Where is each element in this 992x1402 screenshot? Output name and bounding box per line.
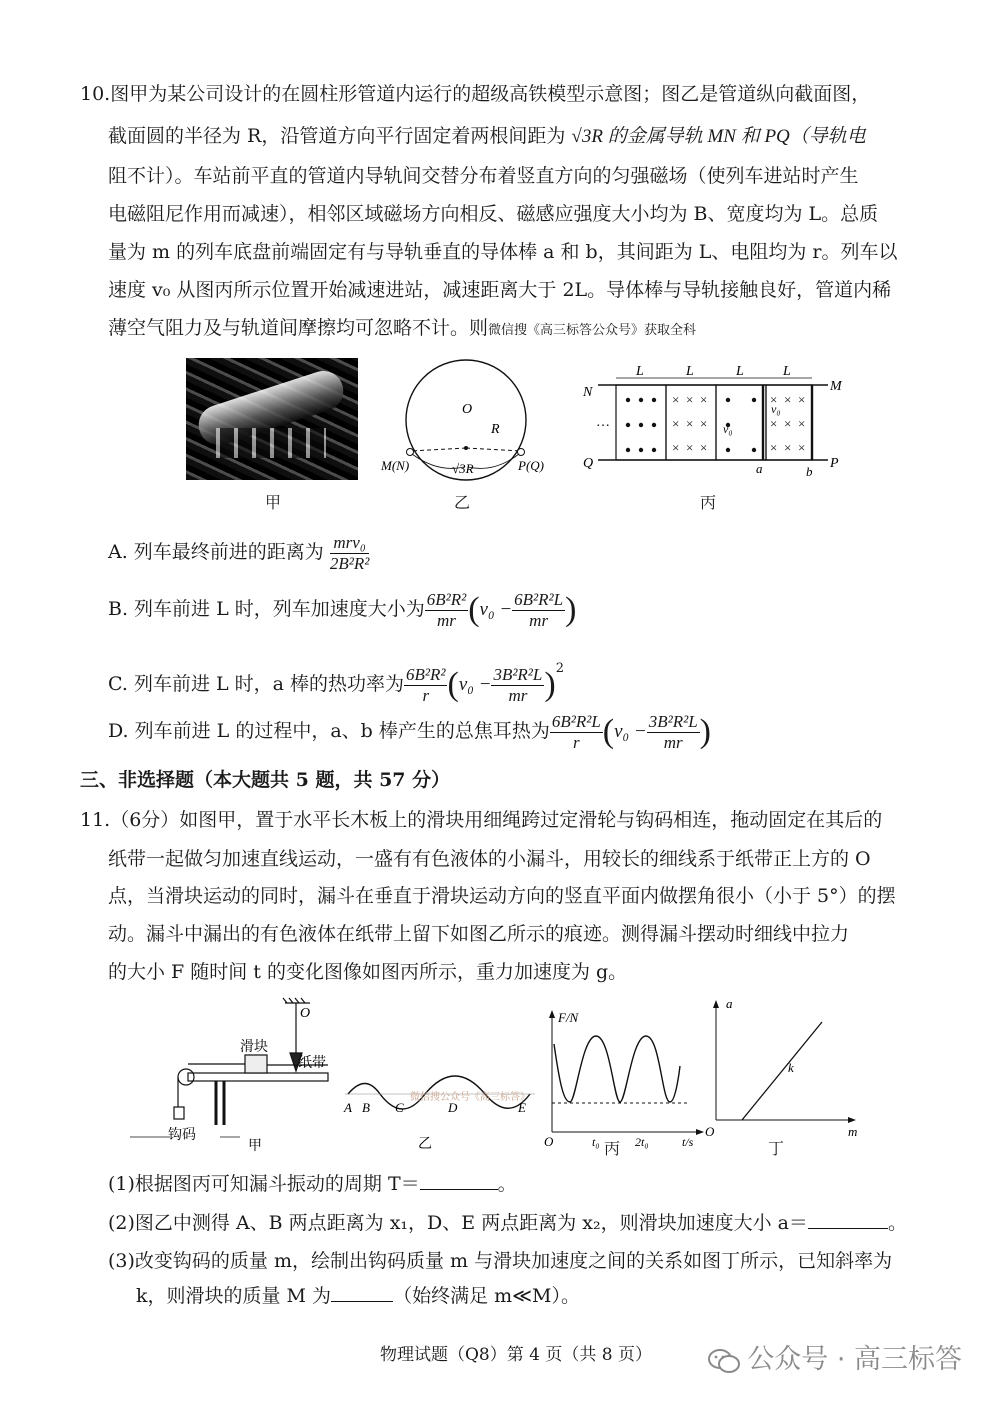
svg-text:×: × xyxy=(672,416,680,431)
q10-line1: 10.图甲为某公司设计的在圆柱形管道内运行的超级高铁模型示意图；图乙是管道纵向截面图， xyxy=(80,83,871,105)
caption-jia: 甲 xyxy=(265,493,282,512)
label-L3: L xyxy=(736,364,744,379)
section-3-heading: 三、非选择题（本大题共 5 题，共 57 分） xyxy=(80,769,451,791)
slope-line xyxy=(742,1022,822,1120)
q11-sub1-text: (1)根据图丙可知漏斗振动的周期 T＝ xyxy=(108,1173,420,1195)
label-O: O xyxy=(462,402,473,417)
figure-a-m xyxy=(702,996,867,1146)
figure-yi xyxy=(378,355,558,490)
label-origin: O xyxy=(705,1124,715,1139)
q11-sub3b xyxy=(136,1282,580,1310)
radius-right xyxy=(466,448,521,451)
q11-sub2-end: 。 xyxy=(887,1212,907,1234)
label-P: P xyxy=(830,456,839,471)
caption-bing-2: 丙 xyxy=(604,1139,621,1158)
svg-text:×: × xyxy=(770,416,778,431)
option-a-den: 2B²R² xyxy=(329,553,370,573)
ceiling-hatch xyxy=(283,998,305,1003)
label-F: F/N xyxy=(558,1010,579,1025)
F-arrow xyxy=(549,1010,555,1018)
label-A: A xyxy=(344,1100,352,1115)
m-arrow xyxy=(848,1117,856,1123)
label-slider: 滑块 xyxy=(240,1040,268,1055)
label-N: N xyxy=(583,385,593,400)
svg-text:×: × xyxy=(798,440,806,455)
svg-text:×: × xyxy=(700,416,708,431)
q10-line7-watermark: 微信搜《高三标答公众号》获取全科 xyxy=(488,323,697,338)
option-a xyxy=(108,532,369,574)
watermark-text: 公众号 · 高三标答 xyxy=(747,1344,962,1375)
q11-line5: 的大小 F 随时间 t 的变化图像如图丙所示，重力加速度为 g。 xyxy=(108,961,628,983)
label-PQ: P(Q) xyxy=(518,458,544,473)
svg-text:×: × xyxy=(798,392,806,407)
q11-line1: 11.（6分）如图甲，置于水平长木板上的滑块用细绳跨过定滑轮与钩码相连，拖动固定在其后的 xyxy=(80,809,883,831)
option-c-text: C. 列车前进 L 时，a 棒的热功率为 xyxy=(108,673,405,695)
svg-text:×: × xyxy=(700,440,708,455)
label-E: E xyxy=(518,1100,526,1115)
option-d-num1: 6B²R²L xyxy=(551,711,601,731)
label-L2: L xyxy=(686,364,694,379)
slider-block xyxy=(245,1055,267,1073)
svg-text:×: × xyxy=(798,416,806,431)
option-b-v0: v₀ − xyxy=(479,599,513,620)
caption-jia-2: 甲 xyxy=(248,1139,262,1154)
option-a-text: A. 列车最终前进的距离为 xyxy=(108,541,324,563)
q11-sub3a: (3)改变钩码的质量 m，绘制出钩码质量 m 与滑块加速度之间的关系如图丁所示，已知斜率为 xyxy=(108,1250,893,1272)
q10-line2 xyxy=(108,122,866,151)
label-2t0: 2t₀ xyxy=(635,1135,649,1149)
option-b-frac1 xyxy=(425,590,468,631)
svg-text:×: × xyxy=(686,416,694,431)
label-MN: M(N) xyxy=(381,458,410,473)
dots-ellipsis: … xyxy=(596,415,610,430)
label-R: R xyxy=(491,422,500,437)
option-c-v0: v₀ − xyxy=(458,674,492,695)
label-a: a xyxy=(756,461,763,476)
option-b-frac2 xyxy=(512,590,565,631)
option-c-den1: r xyxy=(422,685,430,705)
option-d-frac1 xyxy=(550,712,603,753)
caption-yi: 乙 xyxy=(454,493,471,512)
q10-line6: 速度 v₀ 从图丙所示位置开始减速进站，减速距离大于 2L。导体棒与导轨接触良好，管道内稀 xyxy=(108,279,892,301)
svg-text:×: × xyxy=(686,440,694,455)
answer-blank-2[interactable] xyxy=(808,1210,888,1229)
weight-block xyxy=(174,1107,184,1119)
label-M: M xyxy=(830,379,842,394)
caption-ding: 丁 xyxy=(768,1139,785,1158)
dots-region1 xyxy=(626,398,656,452)
caption-yi-2: 乙 xyxy=(418,1137,432,1152)
option-b-den1: mr xyxy=(437,610,456,630)
photo-beams xyxy=(216,428,326,458)
option-c-frac1 xyxy=(404,665,447,706)
q10-line2b: R 的金属导轨 MN 和 PQ（导轨电 xyxy=(591,126,866,147)
option-b-den2: mr xyxy=(529,610,549,630)
label-C: C xyxy=(395,1100,404,1115)
a-arrow xyxy=(713,1000,719,1008)
radius-left xyxy=(410,448,466,451)
label-L4: L xyxy=(783,364,791,379)
q11-sub3b-end: （始终满足 m≪M）。 xyxy=(393,1285,580,1307)
label-t0: t₀ xyxy=(592,1135,600,1149)
option-a-num: mrv₀ xyxy=(330,533,369,554)
q11-line2: 纸带一起做匀加速直线运动，一盛有有色液体的小漏斗，用较长的细线系于纸带正上方的 O xyxy=(108,848,871,870)
option-b-text: B. 列车前进 L 时，列车加速度大小为 xyxy=(108,598,425,620)
q11-line4: 动。漏斗中漏出的有色液体在纸带上留下如图乙所示的痕迹。测得漏斗摆动时细线中拉力 xyxy=(108,923,850,945)
option-a-fraction xyxy=(330,533,369,574)
figure-apparatus xyxy=(120,995,335,1154)
option-d-den2: mr xyxy=(663,732,683,752)
q11-sub2 xyxy=(108,1209,907,1237)
label-m: m xyxy=(848,1124,858,1139)
svg-text:×: × xyxy=(784,392,792,407)
wechat-icon xyxy=(707,1348,741,1374)
paren-open: ( xyxy=(447,666,459,703)
crosses-region2 xyxy=(672,392,707,455)
label-weight: 钩码 xyxy=(168,1128,196,1143)
option-c-square: 2 xyxy=(555,661,564,676)
option-c-num1: 6B²R² xyxy=(406,664,446,684)
q11-sub3b-text: k，则滑块的质量 M 为 xyxy=(136,1285,332,1307)
label-a: a xyxy=(726,996,733,1011)
label-k: k xyxy=(788,1060,794,1075)
svg-text:×: × xyxy=(784,416,792,431)
svg-text:×: × xyxy=(686,392,694,407)
answer-blank-1[interactable] xyxy=(420,1171,498,1190)
option-c-num2: 3B²R²L xyxy=(493,664,543,684)
label-v0-b: v₀ xyxy=(771,402,781,416)
figure-force-time xyxy=(540,1006,710,1154)
option-b-num1: 6B²R² xyxy=(426,589,467,609)
photo-hyperloop xyxy=(186,358,358,480)
svg-text:×: × xyxy=(784,440,792,455)
label-D: D xyxy=(448,1100,458,1115)
sqrt3: √3 xyxy=(571,126,592,147)
q10-line7 xyxy=(108,314,696,345)
option-d-den1: r xyxy=(573,732,580,752)
svg-text:×: × xyxy=(700,392,708,407)
answer-blank-3[interactable] xyxy=(331,1283,393,1302)
label-Q: Q xyxy=(583,456,594,471)
figure-trace xyxy=(340,1070,540,1150)
q11-line3: 点，当滑块运动的同时，漏斗在垂直于滑块运动方向的竖直平面内做摆角很小（小于 5°）的摆 xyxy=(108,885,896,907)
q11-sub1-end: 。 xyxy=(497,1173,517,1195)
label-ts: t/s xyxy=(682,1135,694,1149)
caption-bing: 丙 xyxy=(700,493,717,512)
label-B: B xyxy=(362,1100,370,1115)
q10-line3: 阻不计）。车站前平直的管道内导轨间交替分布着竖直方向的匀强磁场（使列车进站时产生 xyxy=(108,165,859,187)
paren-open: ( xyxy=(468,591,480,628)
q10-line4: 电磁阻尼作用而减速），相邻区域磁场方向相反、磁感应强度大小均为 B、宽度均为 L。总质 xyxy=(108,203,879,225)
q10-line2a: 截面圆的半径为 R，沿管道方向平行固定着两根间距为 xyxy=(108,125,566,147)
wechat-watermark xyxy=(707,1337,962,1376)
label-v0-a: v₀ xyxy=(723,422,733,436)
svg-text:×: × xyxy=(672,392,680,407)
q11-sub1 xyxy=(108,1170,517,1198)
option-d-num2: 3B²R²L xyxy=(648,711,698,731)
option-c-frac2 xyxy=(491,665,544,706)
option-d-v0: v₀ − xyxy=(614,721,647,742)
svg-text:×: × xyxy=(770,392,778,407)
svg-text:×: × xyxy=(672,440,680,455)
label-tape: 纸带 xyxy=(298,1056,326,1071)
svg-text:×: × xyxy=(770,440,778,455)
q10-line5: 量为 m 的列车底盘前端固定有与导轨垂直的导体棒 a 和 b，其间距为 L、电阻均为 r。列车以 xyxy=(108,241,898,263)
label-chord: √3R xyxy=(452,461,474,476)
q10-line7-text: 薄空气阻力及与轨道间摩擦均可忽略不计。则 xyxy=(108,317,489,339)
label-O: O xyxy=(300,1006,311,1021)
option-d xyxy=(108,710,711,753)
paren-open: ( xyxy=(602,713,615,750)
label-origin: O xyxy=(544,1134,554,1149)
option-c xyxy=(108,648,564,706)
page-footer: 物理试题（Q8）第 4 页（共 8 页） xyxy=(380,1345,652,1365)
paren-close: ) xyxy=(565,591,577,628)
force-curve xyxy=(554,1036,680,1102)
label-b: b xyxy=(806,464,813,479)
figure-bing xyxy=(578,360,848,480)
paren-close: ) xyxy=(544,666,556,703)
q11-sub2-text: (2)图乙中测得 A、B 两点距离为 x₁，D、E 两点距离为 x₂，则滑块加速度大小 a＝ xyxy=(108,1212,808,1234)
paren-close: ) xyxy=(699,713,711,750)
long-board xyxy=(188,1073,328,1081)
option-b-num2: 6B²R²L xyxy=(514,589,564,609)
label-L1: L xyxy=(636,364,644,379)
pulley xyxy=(178,1069,194,1085)
trace-watermark: 微信搜公众号《高三标答》 xyxy=(410,1092,530,1103)
chord-brace-right xyxy=(468,454,519,468)
option-d-frac2 xyxy=(647,712,700,753)
option-b xyxy=(108,588,576,631)
option-c-den2: mr xyxy=(508,685,528,705)
field-regions xyxy=(616,385,812,460)
option-d-text: D. 列车前进 L 的过程中，a、b 棒产生的总焦耳热为 xyxy=(108,720,550,742)
